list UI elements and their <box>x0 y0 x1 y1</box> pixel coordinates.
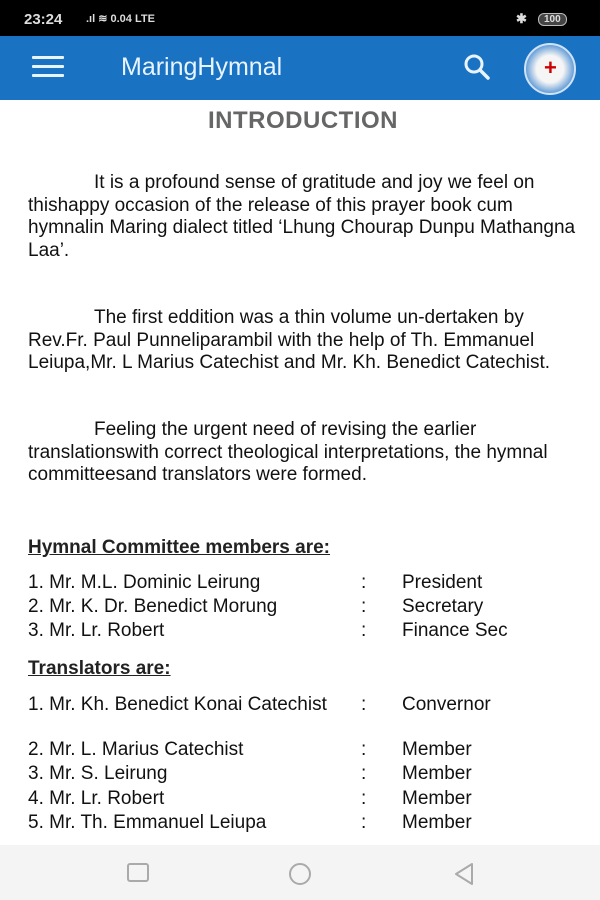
separator: : <box>361 739 367 760</box>
member-role: Convernor <box>402 694 491 715</box>
table-row <box>28 739 588 763</box>
member-name: 1. Mr. M.L. Dominic Leirung <box>28 572 261 593</box>
member-name: 4. Mr. Lr. Robert <box>28 788 165 809</box>
battery-indicator: 100 <box>538 13 567 26</box>
paragraph: It is a profound sense of gratitude and joy we feel on thishappy occasion of the release of this prayer book cum hymnalin Maring dialect titled ‘Lhung Chourap Dunpu Mathangna Laa’. <box>28 172 576 261</box>
signal-icon: .ıl ≋ 0.04 LTE <box>86 13 155 25</box>
committee-heading: Hymnal Committee members are: <box>28 537 330 558</box>
paragraph: Feeling the urgent need of revising the earlier translationswith correct theological interpretations, the hymnal committeesand translators were formed. <box>28 419 548 485</box>
separator: : <box>361 788 367 809</box>
member-role: Finance Sec <box>402 620 508 641</box>
member-name: 1. Mr. Kh. Benedict Konai Catechist <box>28 694 327 715</box>
system-nav-bar <box>0 845 600 900</box>
member-role: Member <box>402 812 472 833</box>
member-role: President <box>402 572 483 593</box>
table-row <box>28 572 588 596</box>
table-row <box>28 763 588 787</box>
table-row <box>28 596 588 620</box>
app-title: MaringHymnal <box>121 53 283 81</box>
app-bar <box>0 36 600 100</box>
menu-icon[interactable] <box>32 56 64 78</box>
table-row <box>28 812 588 836</box>
status-bar <box>0 0 600 36</box>
page-heading: INTRODUCTION <box>208 107 398 134</box>
introduction-content <box>0 100 600 845</box>
member-name: 5. Mr. Th. Emmanuel Leiupa <box>28 812 267 833</box>
app-logo[interactable] <box>524 43 576 95</box>
separator: : <box>361 620 367 641</box>
paragraph: The first eddition was a thin volume un-dertaken by Rev.Fr. Paul Punneliparambil with the help of Th. Emmanuel Leiupa,Mr. L Marius Catechist and Mr. Kh. Benedict Catechist. <box>28 307 551 373</box>
home-button[interactable] <box>286 862 314 886</box>
bluetooth-icon: ✱ <box>516 11 527 26</box>
member-name: 2. Mr. K. Dr. Benedict Morung <box>28 596 278 617</box>
separator: : <box>361 596 367 617</box>
member-role: Member <box>402 788 472 809</box>
back-button[interactable] <box>452 862 476 886</box>
separator: : <box>361 812 367 833</box>
status-time: 23:24 <box>24 11 63 28</box>
table-row <box>28 788 588 812</box>
recents-button[interactable] <box>126 862 150 884</box>
member-name: 2. Mr. L. Marius Catechist <box>28 739 244 760</box>
translators-heading: Translators are: <box>28 658 171 679</box>
member-role: Secretary <box>402 596 484 617</box>
search-icon[interactable] <box>462 52 492 82</box>
separator: : <box>361 763 367 784</box>
separator: : <box>361 572 367 593</box>
member-name: 3. Mr. Lr. Robert <box>28 620 165 641</box>
separator: : <box>361 694 367 715</box>
table-row <box>28 620 588 644</box>
member-name: 3. Mr. S. Leirung <box>28 763 168 784</box>
member-role: Member <box>402 763 472 784</box>
table-row <box>28 694 588 738</box>
member-role: Member <box>402 739 472 760</box>
